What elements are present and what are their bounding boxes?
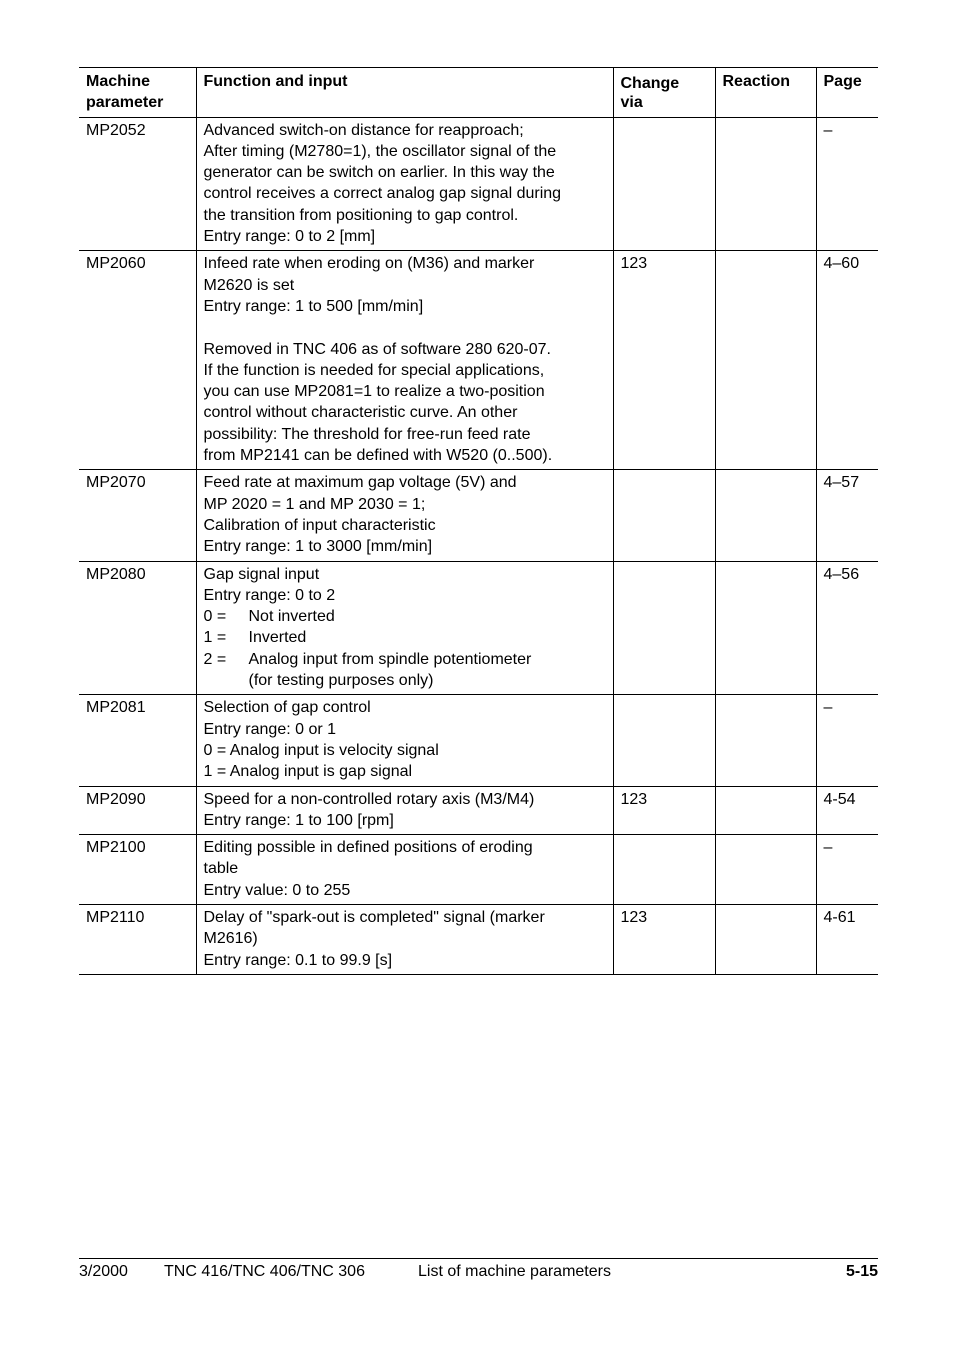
table-row <box>79 786 878 835</box>
change-via-cell: 123 <box>613 251 715 470</box>
page-cell: – <box>816 835 878 905</box>
header-line: via <box>620 94 643 112</box>
function-line: After timing (M2780=1), the oscillator signal of the <box>203 142 557 160</box>
reaction-cell <box>715 786 816 835</box>
function-line: Entry range: 0 to 2 <box>203 586 336 604</box>
function-line: Editing possible in defined positions of eroding <box>203 839 533 857</box>
page-cell: 4–60 <box>816 251 878 470</box>
change-via-cell <box>613 695 715 786</box>
reaction-cell <box>715 117 816 251</box>
function-cell <box>196 561 613 695</box>
change-via-cell <box>613 835 715 905</box>
page-cell: 4–57 <box>816 470 878 561</box>
page-cell: 4-54 <box>816 786 878 835</box>
option-line <box>204 649 606 670</box>
header-line: Machine <box>86 73 151 90</box>
function-line: Selection of gap control <box>203 699 371 717</box>
option-text: Not inverted <box>248 608 335 626</box>
function-line: Gap signal input <box>203 565 320 583</box>
function-line: 0 = Analog input is velocity signal <box>203 741 439 759</box>
function-line: If the function is needed for special applications, <box>203 361 545 379</box>
function-line: control without characteristic curve. An other <box>203 404 518 422</box>
header-line: Change <box>620 75 680 92</box>
table-row <box>79 835 878 905</box>
function-cell <box>196 835 613 905</box>
table-row <box>79 251 878 470</box>
option-text: Analog input from spindle potentiometer <box>248 650 532 668</box>
function-line: Entry range: 1 to 100 [rpm] <box>203 811 394 829</box>
parameter-cell: MP2060 <box>79 251 196 470</box>
page-cell: 4-61 <box>816 904 878 974</box>
function-line: Advanced switch-on distance for reapproach; <box>203 121 524 139</box>
header-page <box>816 68 878 118</box>
table-row <box>79 904 878 974</box>
function-line: Speed for a non-controlled rotary axis (M3/M4) <box>203 790 535 808</box>
function-cell <box>196 251 613 470</box>
option-line <box>204 606 606 627</box>
option-text: Inverted <box>248 629 307 647</box>
header-machine-parameter <box>79 68 196 118</box>
function-line: Infeed rate when eroding on (M36) and marker <box>203 255 535 273</box>
header-line: Function and input <box>203 73 348 90</box>
change-via-cell <box>613 117 715 251</box>
function-cell <box>196 904 613 974</box>
change-via-cell <box>613 470 715 561</box>
function-line: Entry range: 0.1 to 99.9 [s] <box>203 951 393 969</box>
function-line: Entry range: 1 to 500 [mm/min] <box>203 297 424 315</box>
table-row <box>79 470 878 561</box>
change-via-cell <box>613 561 715 695</box>
table-header-row <box>79 68 878 118</box>
function-line: M2620 is set <box>203 276 295 294</box>
header-line: Reaction <box>722 73 791 90</box>
header-line: Page <box>823 73 862 90</box>
function-cell <box>196 117 613 251</box>
reaction-cell <box>715 904 816 974</box>
reaction-cell <box>715 561 816 695</box>
table-row <box>79 561 878 695</box>
footer-model: TNC 416/TNC 406/TNC 306 <box>164 1263 365 1280</box>
function-line <box>204 317 606 338</box>
function-cell <box>196 695 613 786</box>
table-row <box>79 695 878 786</box>
reaction-cell <box>715 470 816 561</box>
function-line: Calibration of input characteristic <box>203 516 436 534</box>
parameter-cell: MP2080 <box>79 561 196 695</box>
footer-date: 3/2000 <box>79 1263 128 1280</box>
parameter-cell: MP2070 <box>79 470 196 561</box>
footer-page-number: 5-15 <box>845 1263 878 1280</box>
parameter-cell: MP2052 <box>79 117 196 251</box>
footer-title: List of machine parameters <box>418 1263 611 1280</box>
reaction-cell <box>715 835 816 905</box>
function-line: generator can be switch on earlier. In this way the <box>203 164 555 182</box>
function-line: Entry range: 1 to 3000 [mm/min] <box>203 538 433 556</box>
option-line <box>204 670 606 691</box>
option-text: (for testing purposes only) <box>248 672 434 690</box>
function-line: Delay of "spark-out is completed" signal (marker <box>203 908 545 926</box>
function-line: the transition from positioning to gap control. <box>203 206 519 224</box>
function-line: table <box>203 860 239 878</box>
table-row <box>79 117 878 251</box>
header-reaction <box>715 68 816 118</box>
parameter-cell: MP2090 <box>79 786 196 835</box>
option-key: 0 = <box>203 608 227 626</box>
function-line: Feed rate at maximum gap voltage (5V) and <box>203 474 517 492</box>
function-line: 1 = Analog input is gap signal <box>203 763 413 781</box>
page-cell: 4–56 <box>816 561 878 695</box>
function-line: MP 2020 = 1 and MP 2030 = 1; <box>203 495 426 513</box>
function-line: Entry value: 0 to 255 <box>203 881 351 899</box>
option-key: 1 = <box>203 629 227 647</box>
header-change-via <box>613 68 715 118</box>
function-line: Entry range: 0 to 2 [mm] <box>203 228 376 246</box>
function-cell <box>196 786 613 835</box>
function-line: Entry range: 0 or 1 <box>203 720 337 738</box>
reaction-cell <box>715 695 816 786</box>
page-cell: – <box>816 695 878 786</box>
change-via-cell: 123 <box>613 786 715 835</box>
parameter-cell: MP2110 <box>79 904 196 974</box>
footer-rule <box>79 1258 878 1259</box>
option-key: 2 = <box>203 650 227 668</box>
function-line: M2616) <box>203 930 258 948</box>
header-function-and-input <box>196 68 613 118</box>
machine-parameter-table <box>79 67 878 975</box>
header-line: parameter <box>86 94 164 112</box>
reaction-cell <box>715 251 816 470</box>
function-line: Removed in TNC 406 as of software 280 620-07. <box>203 340 551 358</box>
change-via-cell: 123 <box>613 904 715 974</box>
parameter-cell: MP2081 <box>79 695 196 786</box>
function-line: control receives a correct analog gap signal during <box>203 185 562 203</box>
function-line: from MP2141 can be defined with W520 (0..500). <box>203 447 553 465</box>
function-cell <box>196 470 613 561</box>
option-line <box>204 627 606 648</box>
function-line: you can use MP2081=1 to realize a two-position <box>203 383 545 401</box>
page-cell: – <box>816 117 878 251</box>
parameter-cell: MP2100 <box>79 835 196 905</box>
function-line: possibility: The threshold for free-run feed rate <box>203 425 531 443</box>
